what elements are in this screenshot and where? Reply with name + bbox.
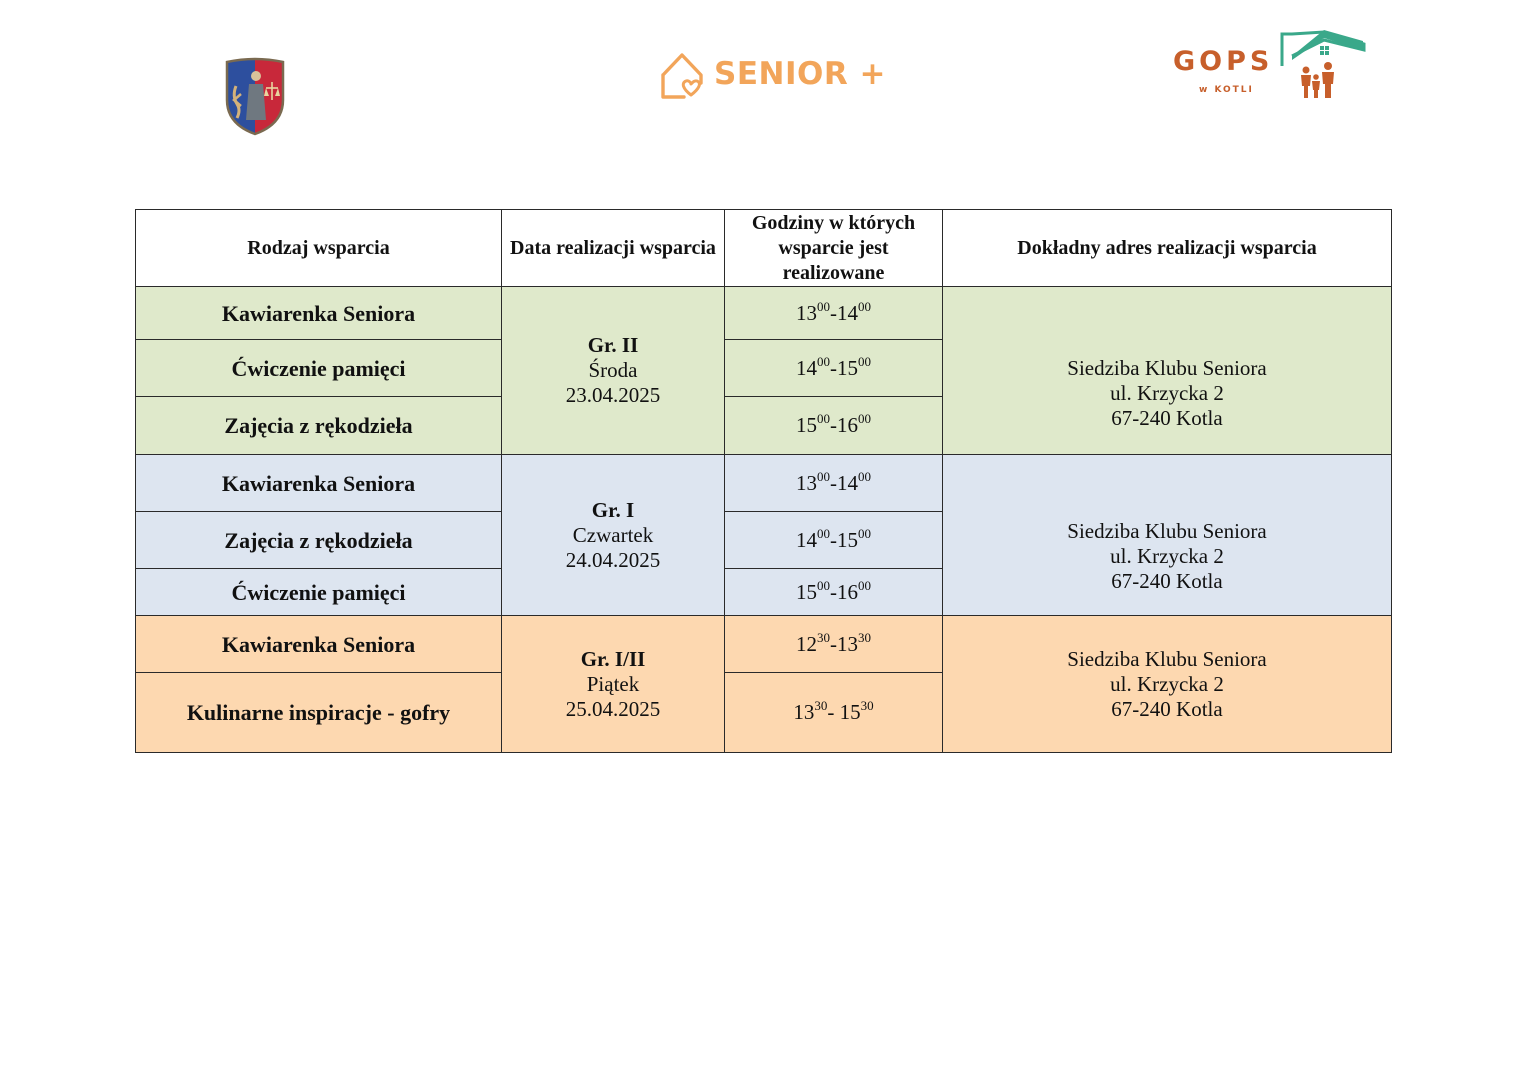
address-line: ul. Krzycka 2 — [1110, 543, 1224, 568]
address-cell — [943, 287, 1392, 455]
senior-plus-logo — [658, 48, 886, 104]
group-name: Gr. I/II — [580, 646, 646, 671]
activity-cell: Ćwiczenie pamięci — [136, 569, 502, 616]
address-line: 67-240 Kotla — [1111, 696, 1223, 721]
hours-cell: $13^{00}-14^{00}$ — [725, 287, 943, 340]
address-cell — [943, 455, 1392, 616]
hours-cell: $12^{30}-13^{30}$ — [725, 616, 943, 673]
address-line: ul. Krzycka 2 — [1110, 380, 1224, 405]
hours-cell: $14^{00}-15^{00}$ — [725, 340, 943, 397]
group-name: Gr. I — [591, 497, 635, 522]
group-day: Czwartek — [572, 522, 654, 547]
header-activity: Rodzaj wsparcia — [136, 210, 502, 287]
address-line: ul. Krzycka 2 — [1110, 671, 1224, 696]
gops-subtitle: w KOTLI — [1199, 85, 1254, 95]
table-row — [136, 616, 1392, 673]
hours-cell: $15^{00}-16^{00}$ — [725, 397, 943, 455]
group-name: Gr. II — [587, 333, 639, 357]
address-line: Siedziba Klubu Seniora — [1067, 355, 1267, 380]
group-date-cell — [502, 455, 725, 616]
hours-cell: $13^{30}-$ $15^{30}$ — [725, 673, 943, 753]
gops-logo — [1170, 26, 1370, 106]
hours-cell: $15^{00}-16^{00}$ — [725, 569, 943, 616]
hours-cell: $14^{00}-15^{00}$ — [725, 512, 943, 569]
activity-cell: Zajęcia z rękodzieła — [136, 512, 502, 569]
group-date: 24.04.2025 — [565, 547, 661, 572]
group-date-cell — [502, 287, 725, 455]
senior-plus-label: SENIOR + — [714, 56, 886, 92]
address-cell — [943, 616, 1392, 753]
coat-of-arms-logo — [222, 56, 288, 136]
table-header-row — [136, 210, 1392, 287]
schedule-table — [135, 209, 1392, 753]
gops-name: GOPS — [1173, 46, 1274, 77]
address-line: 67-240 Kotla — [1111, 405, 1223, 430]
table-row — [136, 455, 1392, 512]
group-day: Środa — [588, 358, 638, 382]
activity-cell: Zajęcia z rękodzieła — [136, 397, 502, 455]
address-line: 67-240 Kotla — [1111, 568, 1223, 593]
group-date: 25.04.2025 — [565, 696, 661, 721]
group-date-cell — [502, 616, 725, 753]
activity-cell: Kawiarenka Seniora — [136, 616, 502, 673]
coat-of-arms-icon — [222, 56, 288, 136]
group-date: 23.04.2025 — [565, 383, 661, 407]
table-row — [136, 287, 1392, 340]
address-line: Siedziba Klubu Seniora — [1067, 646, 1267, 671]
address-line: Siedziba Klubu Seniora — [1067, 518, 1267, 543]
activity-cell: Kulinarne inspiracje - gofry — [136, 673, 502, 753]
header-address: Dokładny adres realizacji wsparcia — [943, 210, 1392, 287]
header-date: Data realizacji wsparcia — [502, 210, 725, 287]
activity-cell: Ćwiczenie pamięci — [136, 340, 502, 397]
header-hours: Godziny w których wsparcie jest realizowane — [725, 210, 943, 287]
hours-cell: $13^{00}-14^{00}$ — [725, 455, 943, 512]
house-heart-icon — [658, 48, 712, 104]
activity-cell: Kawiarenka Seniora — [136, 287, 502, 340]
group-day: Piątek — [586, 671, 640, 696]
activity-cell: Kawiarenka Seniora — [136, 455, 502, 512]
